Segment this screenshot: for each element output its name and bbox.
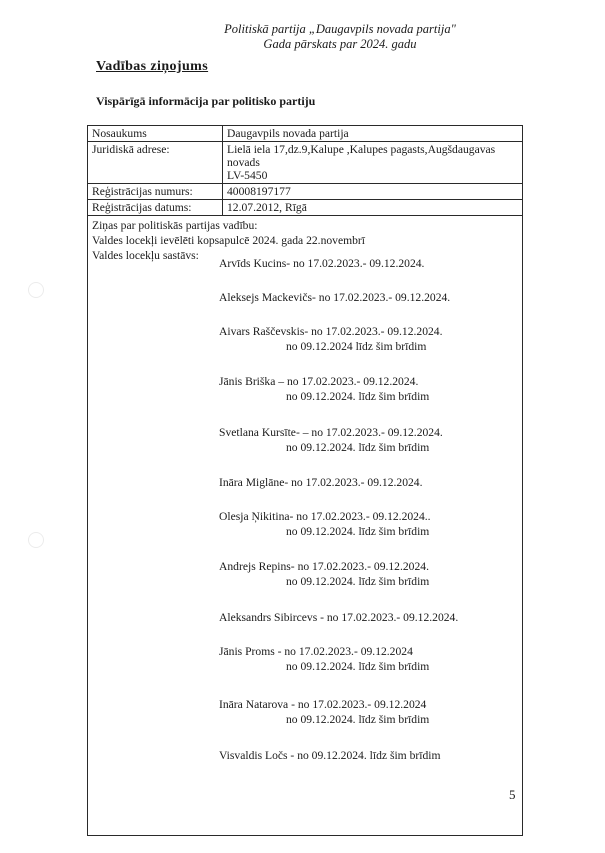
table-row-regnum <box>88 184 523 200</box>
table-row-name <box>88 126 523 142</box>
governance-elected: Valdes locekļi ievēlēti kopsapulcē 2024. gada 22.novembrī <box>92 234 366 247</box>
list-item <box>219 748 441 763</box>
address-label: Juridiskā adrese: <box>88 142 223 184</box>
list-item <box>219 644 429 674</box>
section-title: Vadības ziņojums <box>96 59 209 74</box>
address-value <box>223 142 523 184</box>
member-line-cont: no 09.12.2024. līdz šim brīdim <box>286 713 430 726</box>
member-line-cont: no 09.12.2024. līdz šim brīdim <box>286 660 430 673</box>
list-item <box>219 374 429 404</box>
member-line: Svetlana Kursīte- – no 17.02.2023.- 09.12.2024. <box>219 426 443 439</box>
header-report-year: Gada pārskats par 2024. gadu <box>263 37 417 51</box>
name-value: Daugavpils novada partija <box>223 126 523 142</box>
member-line: Arvīds Kucins- no 17.02.2023.- 09.12.2024. <box>219 257 425 270</box>
document-header <box>150 22 530 52</box>
list-item <box>219 559 429 589</box>
member-line: Aleksandrs Sibircevs - no 17.02.2023.- 09.12.2024. <box>219 611 459 624</box>
member-line: Aleksejs Mackevičs- no 17.02.2023.- 09.12.2024. <box>219 291 451 304</box>
member-line: Ināra Natarova - no 17.02.2023.- 09.12.2024 <box>219 698 427 711</box>
member-line: Jānis Proms - no 17.02.2023.- 09.12.2024 <box>219 645 413 658</box>
member-line-cont: no 09.12.2024 līdz šim brīdim <box>286 340 427 353</box>
member-line-cont: no 09.12.2024. līdz šim brīdim <box>286 575 430 588</box>
header-party-name: Politiskā partija „Daugavpils novada partija" <box>224 22 456 36</box>
table-row-address <box>88 142 523 184</box>
address-line-2: LV-5450 <box>227 169 268 182</box>
member-line-cont: no 09.12.2024. līdz šim brīdim <box>286 525 430 538</box>
member-line: Ināra Miglāne- no 17.02.2023.- 09.12.2024. <box>219 476 423 489</box>
regdate-value: 12.07.2012, Rīgā <box>223 200 523 216</box>
member-line-cont: no 09.12.2024. līdz šim brīdim <box>286 390 430 403</box>
list-item <box>219 290 450 305</box>
regnum-label: Reģistrācijas numurs: <box>88 184 223 200</box>
address-line-1: Lielā iela 17,dz.9,Kalupe ,Kalupes pagasts,Augšdaugavas novads <box>227 143 496 169</box>
list-item <box>219 475 423 490</box>
punch-hole <box>28 282 44 298</box>
member-line: Olesja Ņikitina- no 17.02.2023.- 09.12.2024.. <box>219 510 431 523</box>
list-item <box>219 610 458 625</box>
list-item <box>219 509 431 539</box>
subtitle: Vispārīgā informācija par politisko partiju <box>96 94 316 108</box>
list-item <box>219 256 424 271</box>
member-line-cont: no 09.12.2024. līdz šim brīdim <box>286 441 430 454</box>
member-line: Visvaldis Ločs - no 09.12.2024. līdz šim brīdim <box>219 749 441 762</box>
name-label: Nosaukums <box>88 126 223 142</box>
list-item <box>219 697 429 727</box>
list-item <box>219 425 443 455</box>
page-number: 5 <box>509 787 516 802</box>
regdate-label: Reģistrācijas datums: <box>88 200 223 216</box>
members-label: Valdes locekļu sastāvs: <box>92 249 199 262</box>
regnum-value: 40008197177 <box>223 184 523 200</box>
table-row-regdate <box>88 200 523 216</box>
member-line: Aivars Raščevskis- no 17.02.2023.- 09.12.2024. <box>219 325 443 338</box>
punch-hole <box>28 532 44 548</box>
list-item <box>219 324 442 354</box>
governance-intro: Ziņas par politiskās partijas vadību: <box>92 219 258 232</box>
member-line: Andrejs Repins- no 17.02.2023.- 09.12.2024. <box>219 560 429 573</box>
member-line: Jānis Briška – no 17.02.2023.- 09.12.2024. <box>219 375 419 388</box>
